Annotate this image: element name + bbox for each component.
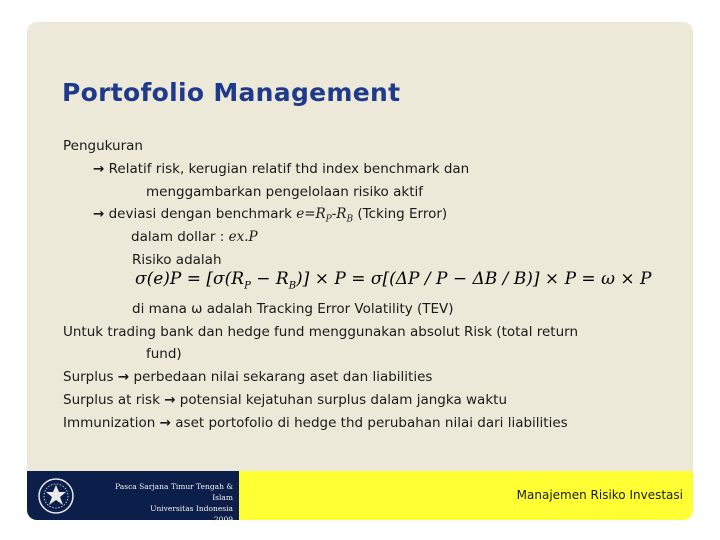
arrow-right-icon: → [159,414,171,431]
pengukuran-label: Pengukuran [63,138,143,154]
dollar-text: dalam dollar : [131,229,225,246]
footer-institution-text [105,481,233,525]
arrow-right-icon: → [117,369,130,386]
di-mana-text: di mana ω adalah Tracking Error Volatility (TEV) [132,300,454,317]
surplus-at-risk-label: Surplus at risk [63,391,160,408]
institution-line-2: Universitas Indonesia [150,504,233,513]
line-trading-bank [63,321,688,344]
institution-year: 2009 [213,515,233,524]
footer-course-title: Manajemen Risiko Investasi [516,488,683,502]
risk-formula-expression: $\sigma(e)P = [\sigma(R_P - R_B)] \times P = \sigma[(\Delta P / P - \Delta B / B)] \times P = \omega \times P$ [135,268,652,292]
line-deviasi [63,203,688,226]
deviasi-formula: $e=R_P-R_B$ [296,206,354,226]
relatif-risk-cont-text: menggambarkan pengelolaan risiko aktif [146,183,423,200]
dollar-formula: ex.P [228,229,258,246]
slide-body [63,135,688,435]
line-surplus [63,366,688,389]
risiko-text: Risiko adalah [132,251,222,268]
line-di-mana [63,298,688,321]
immunization-text: aset portofolio di hedge thd perubahan nilai dari liabilities [175,414,568,431]
surplus-text: perbedaan nilai sekarang aset dan liabilities [133,369,433,386]
surplus-label: Surplus [63,369,114,386]
institution-line-1: Pasca Sarjana Timur Tengah & Islam [115,482,233,502]
line-pengukuran [63,135,688,158]
immunization-label: Immunization [63,414,156,431]
risk-formula [63,268,688,298]
university-seal-icon [36,476,76,516]
deviasi-suffix: (Tcking Error) [357,206,448,223]
arrow-right-icon: → [164,391,176,408]
trading-bank-cont-text: fund) [146,346,182,363]
deviasi-text: deviasi dengan benchmark [108,206,292,223]
relatif-risk-text: Relatif risk, kerugian relatif thd index benchmark dan [108,160,470,177]
line-relatif-risk [63,158,688,181]
trading-bank-text: Untuk trading bank dan hedge fund menggunakan absolut Risk (total return [63,323,579,340]
arrow-right-icon: → [93,206,105,223]
arrow-right-icon: → [93,160,105,177]
slide-title: Portofolio Management [62,78,401,107]
line-dollar [63,226,688,249]
surplus-at-risk-text: potensial kejatuhan surplus dalam jangka waktu [179,391,507,408]
line-trading-bank-cont [63,343,688,366]
line-surplus-at-risk [63,389,688,412]
line-immunization [63,412,688,435]
line-relatif-risk-cont [63,181,688,204]
